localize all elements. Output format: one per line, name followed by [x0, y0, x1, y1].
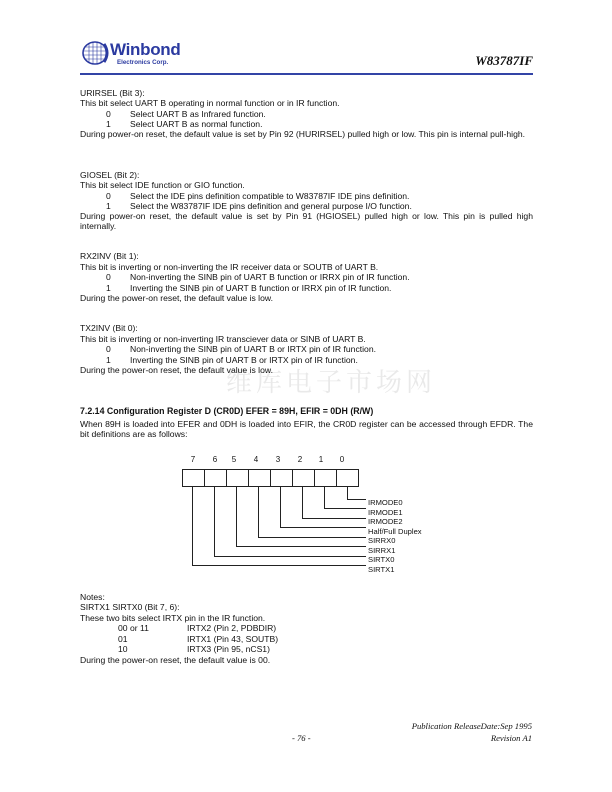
connector-line [236, 546, 366, 547]
section-desc: This bit is inverting or non-inverting the IR receiver data or SOUTB of UART B. [80, 262, 379, 272]
connector-line [280, 527, 366, 528]
option-text: Select the W83787IF IDE pins definition and general purpose I/O function. [130, 201, 412, 211]
section-note: During the power-on reset, the default value is low. [80, 365, 273, 375]
connector-line [302, 486, 303, 518]
option-value: 1 [106, 355, 111, 365]
bit-number: 7 [190, 455, 196, 464]
footer-release-date: Publication ReleaseDate:Sep 1995 [411, 721, 532, 731]
watermark: 维库电子市场网 [226, 368, 437, 398]
option-value: 0 [106, 191, 111, 201]
logo-wordmark: Winbond [110, 40, 181, 59]
notes-value: IRTX2 (Pin 2, PDBDIR) [187, 623, 277, 633]
bit-cell-6 [205, 470, 227, 486]
notes-code: 00 or 11 [118, 623, 149, 633]
section-desc: This bit is inverting or non-inverting IR transciever data or SINB of UART B. [80, 334, 366, 344]
option-text: Inverting the SINB pin of UART B or IRTX pin of IR function. [130, 355, 358, 365]
bit-label-duplex: Half/Full Duplex [368, 527, 422, 536]
bit-number: 5 [231, 455, 237, 464]
footer-page-number: - 76 - [292, 733, 311, 743]
connector-line [214, 486, 215, 556]
notes-default: During the power-on reset, the default value is 00. [80, 655, 271, 665]
connector-line [236, 486, 237, 546]
notes-value: IRTX3 (Pin 95, nCS1) [187, 644, 270, 654]
section-desc: This bit select UART B operating in normal function or in IR function. [80, 98, 340, 108]
register-bit-box [182, 469, 359, 487]
option-value: 1 [106, 201, 111, 211]
bit-number: 6 [212, 455, 218, 464]
section-note: During power-on reset, the default value is set by Pin 92 (HURIRSEL) pulled high or low. This pin is internal pull-high. [80, 129, 526, 139]
option-value: 1 [106, 119, 111, 129]
notes-field: SIRTX1 SIRTX0 (Bit 7, 6): [80, 602, 180, 612]
notes-code: 10 [118, 644, 128, 654]
notes-code: 01 [118, 634, 128, 644]
section-title-urirsel: URIRSEL (Bit 3): [80, 88, 145, 98]
connector-line [347, 499, 366, 500]
globe-icon [82, 41, 112, 65]
option-text: Select the IDE pins definition compatible to W83787IF IDE pins definition. [130, 191, 410, 201]
connector-line [324, 486, 325, 508]
notes-desc: These two bits select IRTX pin in the IR function. [80, 613, 266, 623]
option-value: 0 [106, 109, 111, 119]
option-text: Select UART B as normal function. [130, 119, 263, 129]
register-intro: When 89H is loaded into EFER and 0DH is loaded into EFIR, the CR0D register can be accessed through EFDR. The bit definitions are as follows: [80, 419, 533, 439]
bit-number: 0 [339, 455, 345, 464]
section-title-tx2inv: TX2INV (Bit 0): [80, 323, 138, 333]
notes-title: Notes: [80, 592, 105, 602]
option-text: Select UART B as Infrared function. [130, 109, 266, 119]
winbond-logo [82, 40, 192, 72]
section-desc: This bit select IDE function or GIO function. [80, 180, 245, 190]
section-note: During power-on reset, the default value is set by Pin 91 (HGIOSEL) pulled high or low. This pin is pulled high internally. [80, 211, 533, 231]
option-value: 1 [106, 283, 111, 293]
bit-cell-1 [315, 470, 337, 486]
bit-number: 1 [318, 455, 324, 464]
section-note: During the power-on reset, the default value is low. [80, 293, 273, 303]
bit-number: 3 [275, 455, 281, 464]
bit-number: 2 [297, 455, 303, 464]
bit-label-sirtx1: SIRTX1 [368, 565, 395, 574]
connector-line [258, 486, 259, 537]
bit-cell-0 [337, 470, 358, 486]
section-title-rx2inv: RX2INV (Bit 1): [80, 251, 139, 261]
footer-revision: Revision A1 [490, 733, 532, 743]
notes-value: IRTX1 (Pin 43, SOUTB) [187, 634, 279, 644]
register-heading: 7.2.14 Configuration Register D (CR0D) EFER = 89H, EFIR = 0DH (R/W) [80, 406, 374, 416]
option-text: Inverting the SINB pin of UART B function or IRRX pin of IR function. [130, 283, 392, 293]
bit-label-sirtx0: SIRTX0 [368, 555, 395, 564]
bit-label-irmode2: IRMODE2 [368, 517, 403, 526]
section-title-giosel: GIOSEL (Bit 2): [80, 170, 140, 180]
connector-line [192, 486, 193, 565]
document-id: W83787IF [475, 53, 533, 68]
bit-cell-4 [249, 470, 271, 486]
bit-cell-2 [293, 470, 315, 486]
logo-subtitle: Electronics Corp. [117, 59, 169, 66]
option-text: Non-inverting the SINB pin of UART B or IRTX pin of IR function. [130, 344, 376, 354]
connector-line [214, 556, 366, 557]
connector-line [324, 508, 366, 509]
bit-cell-5 [227, 470, 249, 486]
connector-line [280, 486, 281, 527]
option-text: Non-inverting the SINB pin of UART B function or IRRX pin of IR function. [130, 272, 410, 282]
option-value: 0 [106, 272, 111, 282]
connector-line [302, 518, 366, 519]
bit-label-sirrx0: SIRRX0 [368, 536, 396, 545]
connector-line [347, 486, 348, 499]
bit-label-sirrx1: SIRRX1 [368, 546, 396, 555]
connector-line [258, 537, 366, 538]
bit-cell-7 [183, 470, 205, 486]
header-rule [80, 73, 533, 75]
bit-cell-3 [271, 470, 293, 486]
connector-line [192, 565, 366, 566]
bit-label-irmode0: IRMODE0 [368, 498, 403, 507]
bit-number: 4 [253, 455, 259, 464]
option-value: 0 [106, 344, 111, 354]
bit-label-irmode1: IRMODE1 [368, 508, 403, 517]
